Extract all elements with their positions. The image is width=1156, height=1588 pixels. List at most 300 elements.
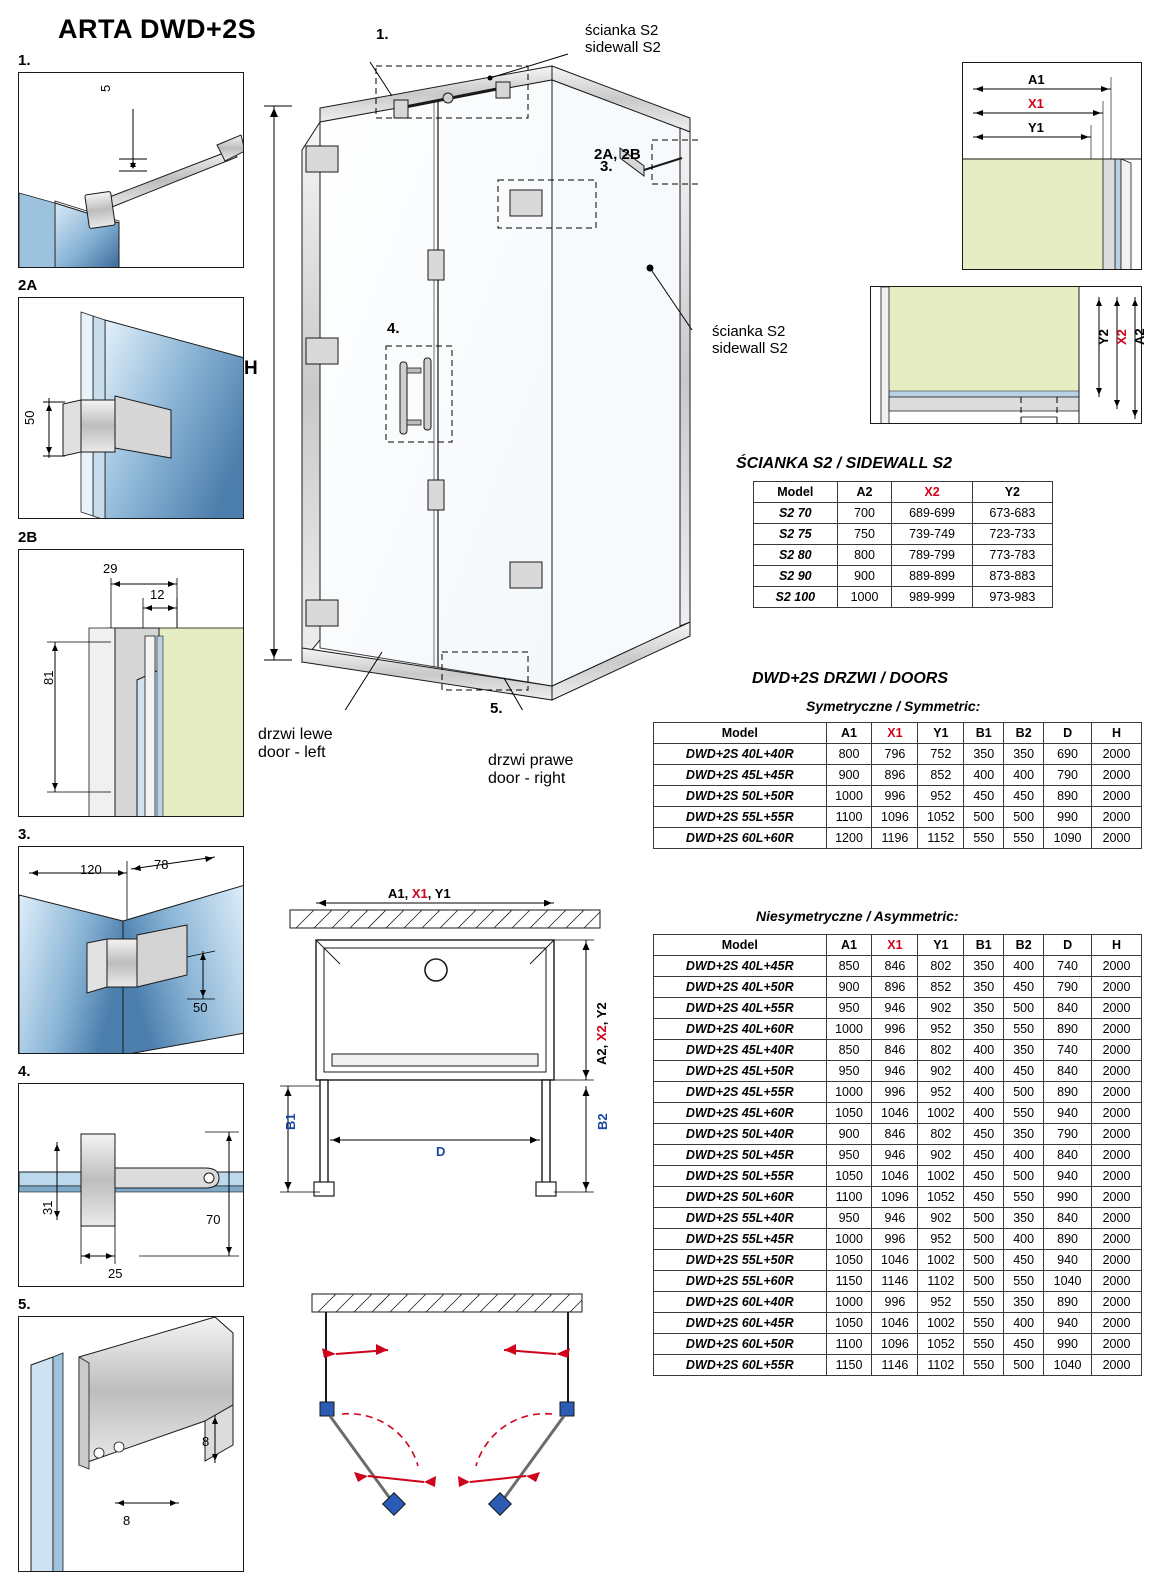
cell-value: 1040	[1044, 1355, 1092, 1376]
cell-model: DWD+2S 50L+45R	[654, 1145, 827, 1166]
table-row	[754, 524, 1053, 545]
cell-value: 400	[964, 1040, 1004, 1061]
table-row	[654, 1250, 1142, 1271]
cell-value: 802	[918, 1124, 964, 1145]
cell-value: 846	[872, 1124, 918, 1145]
table-row	[654, 1103, 1142, 1124]
cell-value: 902	[918, 1145, 964, 1166]
cell-model: DWD+2S 55L+45R	[654, 1229, 827, 1250]
cell-model: DWD+2S 45L+55R	[654, 1082, 827, 1103]
plan-view	[272, 900, 632, 1220]
cell-value: 500	[964, 1271, 1004, 1292]
cell-value: 1052	[918, 1334, 964, 1355]
cell-value: 2000	[1092, 1250, 1142, 1271]
corner-top-y1: Y1	[1028, 120, 1044, 135]
cell-value: 1102	[918, 1355, 964, 1376]
cell-model: S2 80	[754, 545, 838, 566]
asym-th-b1: B1	[964, 935, 1004, 956]
cell-model: DWD+2S 40L+50R	[654, 977, 827, 998]
sym-th-x1: X1	[872, 723, 918, 744]
plan-dim-b1: B1	[283, 1113, 298, 1130]
corner-detail-top	[962, 62, 1142, 270]
callout-sidewall-top	[585, 22, 661, 56]
cell-value: 990	[1044, 807, 1092, 828]
table-row	[654, 956, 1142, 977]
marker-4: 4.	[387, 320, 400, 337]
cell-value: 500	[964, 1208, 1004, 1229]
cell-value: 400	[1004, 765, 1044, 786]
height-label-h: H	[244, 358, 258, 379]
cell-value: 1052	[918, 1187, 964, 1208]
cell-value: 1000	[826, 1082, 872, 1103]
cell-value: 790	[1044, 1124, 1092, 1145]
cell-value: 800	[826, 744, 872, 765]
callout-door-left-en: door - left	[258, 744, 326, 761]
dim-2a-50: 50	[22, 410, 37, 425]
dim-4-31: 31	[40, 1200, 55, 1215]
doors-asymmetric-title: Niesymetryczne / Asymmetric:	[756, 908, 959, 924]
cell-model: DWD+2S 60L+55R	[654, 1355, 827, 1376]
cell-value: 550	[1004, 1019, 1044, 1040]
cell-value: 1046	[872, 1313, 918, 1334]
cell-value: 1050	[826, 1103, 872, 1124]
cell-value: 400	[964, 1061, 1004, 1082]
cell-value: 940	[1044, 1103, 1092, 1124]
cell-model: DWD+2S 45L+45R	[654, 765, 827, 786]
cell-value: 2000	[1092, 998, 1142, 1019]
detail-box-3	[18, 846, 244, 1054]
cell-value: 1040	[1044, 1271, 1092, 1292]
cell-value: 896	[872, 977, 918, 998]
cell-value: 350	[1004, 1124, 1044, 1145]
cell-value: 2000	[1092, 1082, 1142, 1103]
cell-value: 500	[1004, 1355, 1044, 1376]
sym-th-h: H	[1092, 723, 1142, 744]
page-title: ARTA DWD+2S	[58, 14, 257, 44]
cell-value: 996	[872, 1019, 918, 1040]
cell-value: 1000	[826, 1229, 872, 1250]
callout-door-left	[258, 726, 333, 762]
cell-value: 2000	[1092, 1334, 1142, 1355]
doors-symmetric-table	[653, 722, 1142, 849]
cell-model: DWD+2S 60L+50R	[654, 1334, 827, 1355]
cell-value: 1050	[826, 1250, 872, 1271]
cell-value: 2000	[1092, 1166, 1142, 1187]
sidewall-th-a2: A2	[837, 482, 892, 503]
dim-4-70: 70	[206, 1212, 221, 1227]
cell-value: 1046	[872, 1166, 918, 1187]
cell-value: 873-883	[972, 566, 1052, 587]
cell-value: 450	[1004, 1061, 1044, 1082]
dim-4-25: 25	[108, 1266, 123, 1281]
cell-value: 550	[1004, 1271, 1044, 1292]
cell-model: DWD+2S 45L+60R	[654, 1103, 827, 1124]
cell-value: 890	[1044, 786, 1092, 807]
asym-th-d: D	[1044, 935, 1092, 956]
callout-sidewall-right	[712, 323, 788, 357]
sym-header-row	[654, 723, 1142, 744]
cell-value: 940	[1044, 1250, 1092, 1271]
cell-value: 2000	[1092, 1040, 1142, 1061]
corner-bottom-x2: X2	[1114, 329, 1129, 345]
cell-model: DWD+2S 50L+60R	[654, 1187, 827, 1208]
asym-th-model: Model	[654, 935, 827, 956]
cell-value: 840	[1044, 1208, 1092, 1229]
doors-table-title: DWD+2S DRZWI / DOORS	[752, 670, 949, 687]
cell-value: 996	[872, 786, 918, 807]
table-row	[754, 587, 1053, 608]
dim-1-5: 5	[98, 84, 113, 92]
cell-value: 700	[837, 503, 892, 524]
sym-th-b2: B2	[1004, 723, 1044, 744]
cell-value: 350	[1004, 1292, 1044, 1313]
cell-value: 2000	[1092, 956, 1142, 977]
asym-th-y1: Y1	[918, 935, 964, 956]
cell-value: 400	[1004, 1145, 1044, 1166]
cell-value: 850	[826, 956, 872, 977]
cell-value: 1000	[826, 1019, 872, 1040]
table-row	[654, 786, 1142, 807]
sym-th-d: D	[1044, 723, 1092, 744]
cell-value: 2000	[1092, 1355, 1142, 1376]
table-row	[654, 977, 1142, 998]
cell-value: 896	[872, 765, 918, 786]
table-row	[654, 1271, 1142, 1292]
cell-model: DWD+2S 55L+50R	[654, 1250, 827, 1271]
doors-symmetric-title: Symetryczne / Symmetric:	[806, 698, 981, 714]
sidewall-table-header-row	[754, 482, 1053, 503]
cell-value: 350	[964, 998, 1004, 1019]
cell-value: 996	[872, 1292, 918, 1313]
cell-value: 850	[826, 1040, 872, 1061]
cell-model: DWD+2S 50L+40R	[654, 1124, 827, 1145]
cell-value: 1046	[872, 1250, 918, 1271]
cell-value: 450	[1004, 1250, 1044, 1271]
cell-value: 952	[918, 1229, 964, 1250]
cell-value: 1150	[826, 1355, 872, 1376]
cell-model: DWD+2S 60L+60R	[654, 828, 827, 849]
cell-value: 1146	[872, 1355, 918, 1376]
plan-dim-d: D	[436, 1144, 446, 1159]
table-row	[654, 998, 1142, 1019]
corner-detail-bottom	[870, 286, 1142, 424]
corner-bottom-a2: A2	[1132, 328, 1147, 345]
cell-value: 773-783	[972, 545, 1052, 566]
marker-1: 1.	[376, 26, 389, 43]
cell-model: S2 100	[754, 587, 838, 608]
cell-value: 2000	[1092, 1229, 1142, 1250]
cell-model: DWD+2S 40L+60R	[654, 1019, 827, 1040]
sym-th-y1: Y1	[918, 723, 964, 744]
dim-3-78: 78	[154, 857, 169, 872]
cell-value: 739-749	[892, 524, 972, 545]
cell-model: DWD+2S 55L+55R	[654, 807, 827, 828]
cell-value: 902	[918, 998, 964, 1019]
cell-value: 1002	[918, 1313, 964, 1334]
cell-value: 550	[1004, 1103, 1044, 1124]
cell-value: 550	[964, 1355, 1004, 1376]
plan-dim-a2: A2	[594, 1048, 609, 1065]
cell-value: 902	[918, 1208, 964, 1229]
table-row	[654, 1187, 1142, 1208]
cell-value: 450	[964, 1124, 1004, 1145]
cell-value: 890	[1044, 1019, 1092, 1040]
plan-dim-right: A2, X2, Y2	[594, 1002, 609, 1065]
table-row	[654, 1019, 1142, 1040]
cell-value: 1196	[872, 828, 918, 849]
cell-value: 1096	[872, 1334, 918, 1355]
table-row	[654, 1313, 1142, 1334]
cell-value: 940	[1044, 1166, 1092, 1187]
cell-value: 952	[918, 786, 964, 807]
cell-value: 2000	[1092, 786, 1142, 807]
sidewall-th-model: Model	[754, 482, 838, 503]
cell-model: DWD+2S 40L+40R	[654, 744, 827, 765]
marker-5: 5.	[490, 700, 503, 717]
plan-dim-x2: X2	[594, 1025, 609, 1042]
cell-value: 840	[1044, 998, 1092, 1019]
cell-value: 350	[964, 956, 1004, 977]
cell-value: 990	[1044, 1187, 1092, 1208]
cell-value: 2000	[1092, 1292, 1142, 1313]
cell-value: 550	[1004, 1187, 1044, 1208]
table-row	[654, 1166, 1142, 1187]
table-row	[654, 1145, 1142, 1166]
dim-2b-12: 12	[150, 587, 165, 602]
cell-model: DWD+2S 55L+40R	[654, 1208, 827, 1229]
cell-value: 500	[1004, 1166, 1044, 1187]
cell-value: 889-899	[892, 566, 972, 587]
cell-value: 500	[964, 1229, 1004, 1250]
cell-value: 450	[1004, 977, 1044, 998]
cell-value: 1150	[826, 1271, 872, 1292]
callout-door-left-pl: drzwi lewe	[258, 726, 333, 743]
cell-value: 900	[837, 566, 892, 587]
callout-door-right-en: door - right	[488, 770, 566, 787]
plan-dim-a1: A1	[388, 886, 405, 901]
cell-value: 2000	[1092, 1124, 1142, 1145]
dim-3-50: 50	[193, 1000, 208, 1015]
marker-3: 3.	[600, 158, 613, 175]
cell-value: 1002	[918, 1166, 964, 1187]
detail-label-2b: 2B	[18, 529, 38, 546]
cell-value: 450	[964, 1145, 1004, 1166]
detail-box-4	[18, 1083, 244, 1287]
cell-value: 723-733	[972, 524, 1052, 545]
callout-sidewall-top-en: sidewall S2	[585, 39, 661, 56]
cell-value: 796	[872, 744, 918, 765]
cell-value: 1000	[826, 1292, 872, 1313]
cell-value: 952	[918, 1082, 964, 1103]
cell-value: 790	[1044, 765, 1092, 786]
cell-value: 902	[918, 1061, 964, 1082]
cell-value: 946	[872, 998, 918, 1019]
cell-value: 802	[918, 1040, 964, 1061]
asym-th-b2: B2	[1004, 935, 1044, 956]
cell-model: S2 70	[754, 503, 838, 524]
cell-model: DWD+2S 50L+50R	[654, 786, 827, 807]
table-row	[654, 1082, 1142, 1103]
cell-model: DWD+2S 45L+40R	[654, 1040, 827, 1061]
cell-value: 940	[1044, 1313, 1092, 1334]
plan-dim-b2: B2	[595, 1113, 610, 1130]
table-row	[654, 1124, 1142, 1145]
cell-value: 846	[872, 1040, 918, 1061]
cell-value: 1100	[826, 1334, 872, 1355]
cell-model: DWD+2S 40L+55R	[654, 998, 827, 1019]
cell-value: 1102	[918, 1271, 964, 1292]
cell-model: DWD+2S 60L+40R	[654, 1292, 827, 1313]
dim-2b-81: 81	[41, 670, 56, 685]
cell-value: 740	[1044, 956, 1092, 977]
cell-value: 400	[1004, 956, 1044, 977]
table-row	[654, 1040, 1142, 1061]
cell-value: 752	[918, 744, 964, 765]
cell-value: 400	[1004, 1229, 1044, 1250]
cell-model: DWD+2S 40L+45R	[654, 956, 827, 977]
cell-value: 500	[964, 807, 1004, 828]
cell-value: 400	[964, 1103, 1004, 1124]
cell-value: 550	[964, 1313, 1004, 1334]
cell-value: 690	[1044, 744, 1092, 765]
cell-model: S2 90	[754, 566, 838, 587]
cell-value: 2000	[1092, 1061, 1142, 1082]
marker-2ab: 2A, 2B	[594, 146, 641, 163]
cell-value: 952	[918, 1019, 964, 1040]
callout-sidewall-top-pl: ścianka S2	[585, 22, 659, 39]
cell-value: 673-683	[972, 503, 1052, 524]
sym-th-a1: A1	[826, 723, 872, 744]
cell-model: DWD+2S 60L+45R	[654, 1313, 827, 1334]
cell-value: 852	[918, 977, 964, 998]
dim-5-8a: 8	[202, 1434, 210, 1449]
dim-2b-29: 29	[103, 561, 118, 576]
cell-model: S2 75	[754, 524, 838, 545]
cell-value: 2000	[1092, 744, 1142, 765]
corner-top-a1: A1	[1028, 72, 1045, 87]
cell-value: 990	[1044, 1334, 1092, 1355]
cell-value: 1200	[826, 828, 872, 849]
cell-value: 350	[964, 1019, 1004, 1040]
sym-th-model: Model	[654, 723, 827, 744]
cell-value: 400	[964, 1082, 1004, 1103]
cell-value: 1002	[918, 1103, 964, 1124]
cell-value: 789-799	[892, 545, 972, 566]
cell-value: 350	[1004, 744, 1044, 765]
cell-value: 400	[1004, 1313, 1044, 1334]
table-row	[654, 1208, 1142, 1229]
cell-value: 790	[1044, 977, 1092, 998]
cell-value: 2000	[1092, 1145, 1142, 1166]
swing-diagram	[290, 1290, 620, 1570]
asym-th-a1: A1	[826, 935, 872, 956]
callout-sidewall-right-pl: ścianka S2	[712, 323, 786, 340]
cell-value: 550	[964, 1334, 1004, 1355]
cell-value: 1100	[826, 807, 872, 828]
table-row	[754, 545, 1053, 566]
cell-value: 950	[826, 1145, 872, 1166]
table-row	[654, 744, 1142, 765]
callout-sidewall-right-en: sidewall S2	[712, 340, 788, 357]
detail-box-5	[18, 1316, 244, 1572]
cell-value: 750	[837, 524, 892, 545]
cell-value: 840	[1044, 1061, 1092, 1082]
cell-value: 950	[826, 1061, 872, 1082]
cell-value: 550	[1004, 828, 1044, 849]
detail-label-1: 1.	[18, 52, 31, 69]
cell-value: 500	[1004, 807, 1044, 828]
cell-value: 450	[1004, 1334, 1044, 1355]
cell-value: 2000	[1092, 1208, 1142, 1229]
cell-value: 946	[872, 1208, 918, 1229]
cell-value: 890	[1044, 1082, 1092, 1103]
cell-value: 740	[1044, 1040, 1092, 1061]
cell-value: 350	[1004, 1208, 1044, 1229]
plan-dim-y1: Y1	[434, 886, 451, 901]
detail-label-5: 5.	[18, 1296, 31, 1313]
corner-bottom-y2: Y2	[1096, 329, 1111, 345]
cell-value: 550	[964, 828, 1004, 849]
corner-top-x1: X1	[1028, 96, 1044, 111]
cell-value: 946	[872, 1145, 918, 1166]
detail-box-1	[18, 72, 244, 268]
cell-value: 500	[1004, 1082, 1044, 1103]
cell-value: 400	[964, 765, 1004, 786]
cell-value: 950	[826, 1208, 872, 1229]
sidewall-th-x2: X2	[892, 482, 972, 503]
cell-value: 1050	[826, 1313, 872, 1334]
plan-dim-x1: X1	[411, 886, 428, 901]
detail-box-2a	[18, 297, 244, 519]
cell-value: 350	[964, 744, 1004, 765]
doors-asymmetric-table	[653, 934, 1142, 1376]
sidewall-table	[753, 481, 1053, 608]
asym-th-h: H	[1092, 935, 1142, 956]
cell-value: 2000	[1092, 828, 1142, 849]
table-row	[754, 503, 1053, 524]
sidewall-th-y2: Y2	[972, 482, 1052, 503]
asym-th-x1: X1	[872, 935, 918, 956]
callout-door-right	[488, 752, 573, 788]
cell-value: 800	[837, 545, 892, 566]
cell-value: 996	[872, 1229, 918, 1250]
asym-header-row	[654, 935, 1142, 956]
plan-dim-y2: Y2	[594, 1002, 609, 1019]
cell-value: 450	[1004, 786, 1044, 807]
cell-value: 900	[826, 977, 872, 998]
dim-5-8b: 8	[123, 1513, 131, 1528]
dim-3-120: 120	[80, 862, 102, 877]
table-row	[654, 765, 1142, 786]
plan-dim-top: A1, X1, Y1	[388, 886, 451, 901]
cell-value: 2000	[1092, 1271, 1142, 1292]
detail-label-3: 3.	[18, 826, 31, 843]
cell-value: 1096	[872, 807, 918, 828]
cell-value: 450	[964, 1187, 1004, 1208]
cell-value: 900	[826, 1124, 872, 1145]
cell-value: 550	[964, 1292, 1004, 1313]
cell-value: 840	[1044, 1145, 1092, 1166]
cell-value: 2000	[1092, 1103, 1142, 1124]
detail-label-4: 4.	[18, 1063, 31, 1080]
cell-value: 846	[872, 956, 918, 977]
cell-value: 1146	[872, 1271, 918, 1292]
cell-value: 852	[918, 765, 964, 786]
cell-value: 500	[1004, 998, 1044, 1019]
cabin-3d-drawing	[252, 40, 702, 710]
cell-value: 946	[872, 1061, 918, 1082]
cell-value: 1000	[826, 786, 872, 807]
